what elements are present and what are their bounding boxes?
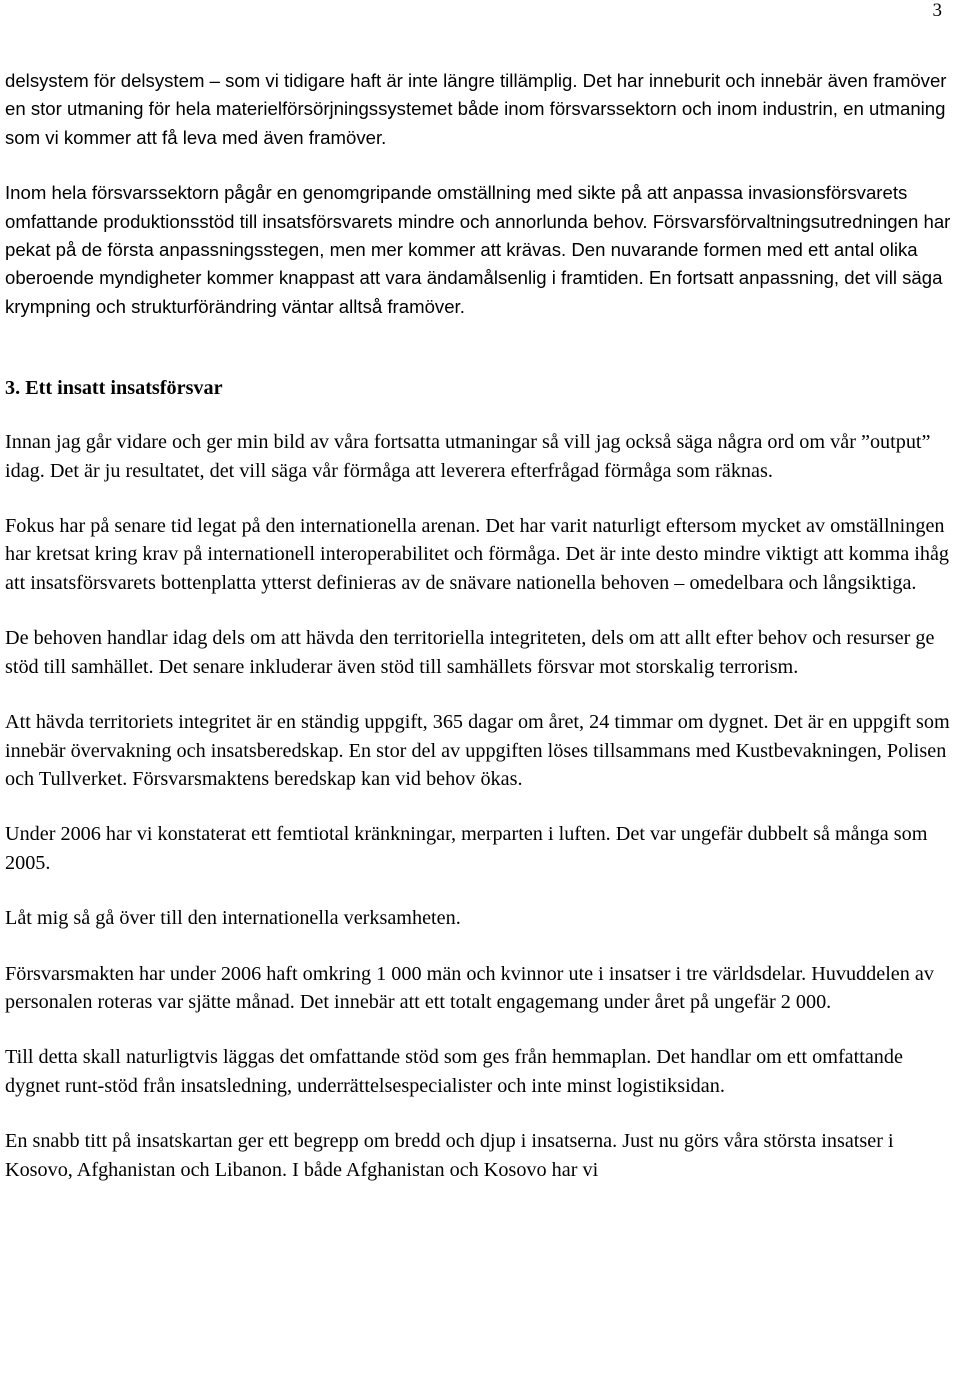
- paragraph-3: Innan jag går vidare och ger min bild av våra fortsatta utmaningar så vill jag också säga några ord om vår ”output” idag. Det är ju resultatet, det vill säga vår förmåga att leverera efterfrågad förmåga som räknas.: [5, 431, 931, 482]
- section-heading: 3. Ett insatt insatsförsvar: [5, 377, 223, 400]
- paragraph-1: delsystem för delsystem – som vi tidigare haft är inte längre tillämplig. Det har inneburit och innebär även framöver en stor utmaning för hela materielförsörjningssystemet både inom försvarssektorn och inom industrin, en utmaning som vi kommer att få leva med även framöver.: [5, 70, 947, 148]
- paragraph-4: Fokus har på senare tid legat på den internationella arenan. Det har varit naturligt eftersom mycket av omställningen har kretsat kring krav på internationell interoperabilitet och förmåga. Det är inte desto mindre viktigt att komma ihåg att insatsförsvarets bottenplatta ytterst definieras av de snävare nationella behoven – omedelbara och långsiktiga.: [5, 515, 950, 594]
- paragraph-9: Försvarsmakten har under 2006 haft omkring 1 000 män och kvinnor ute i insatser i tre världsdelar. Huvuddelen av personalen roteras var sjätte månad. Det innebär att ett totalt engagemang under året på ungefär 2 000.: [5, 962, 934, 1013]
- paragraph-6: Att hävda territoriets integritet är en ständig uppgift, 365 dagar om året, 24 timmar om dygnet. Det är en uppgift som innebär övervakning och insatsberedskap. En stor del av uppgiften löses tillsammans med Kustbevakningen, Polisen och Tullverket. Försvarsmaktens beredskap kan vid behov ökas.: [5, 711, 950, 790]
- paragraph-5: De behoven handlar idag dels om att hävda den territoriella integriteten, dels om att allt efter behov och resurser ge stöd till samhället. Det senare inkluderar även stöd till samhällets försvar mot storskalig terrorism.: [5, 627, 935, 678]
- document-body: [5, 67, 953, 1184]
- paragraph-8: Låt mig så gå över till den internationella verksamheten.: [5, 907, 461, 930]
- paragraph-11: En snabb titt på insatskartan ger ett begrepp om bredd och djup i insatserna. Just nu görs våra största insatser i Kosovo, Afghanistan och Libanon. I både Afghanistan och Kosovo har vi: [5, 1130, 894, 1181]
- paragraph-7: Under 2006 har vi konstaterat ett femtiotal kränkningar, merparten i luften. Det var ungefär dubbelt så många som 2005.: [5, 823, 928, 874]
- paragraph-10: Till detta skall naturligtvis läggas det omfattande stöd som ges från hemmaplan. Det handlar om ett omfattande dygnet runt-stöd från insatsledning, underrättelsespecialister och inte minst logistiksidan.: [5, 1046, 903, 1097]
- page-number: 3: [932, 0, 942, 21]
- paragraph-2: Inom hela försvarssektorn pågår en genomgripande omställning med sikte på att anpassa invasionsförsvarets omfattande produktionsstöd till insatsförsvarets mindre och annorlunda behov. Försvarsförvaltningsutredningen har pekat på de första anpassningsstegen, men mer kommer att krävas. Den nuvarande formen med ett antal olika oberoende myndigheter kommer knappast att vara ändamålsenlig i framtiden. En fortsatt anpassning, det vill säga krympning och strukturförändring väntar alltså framöver.: [5, 182, 951, 317]
